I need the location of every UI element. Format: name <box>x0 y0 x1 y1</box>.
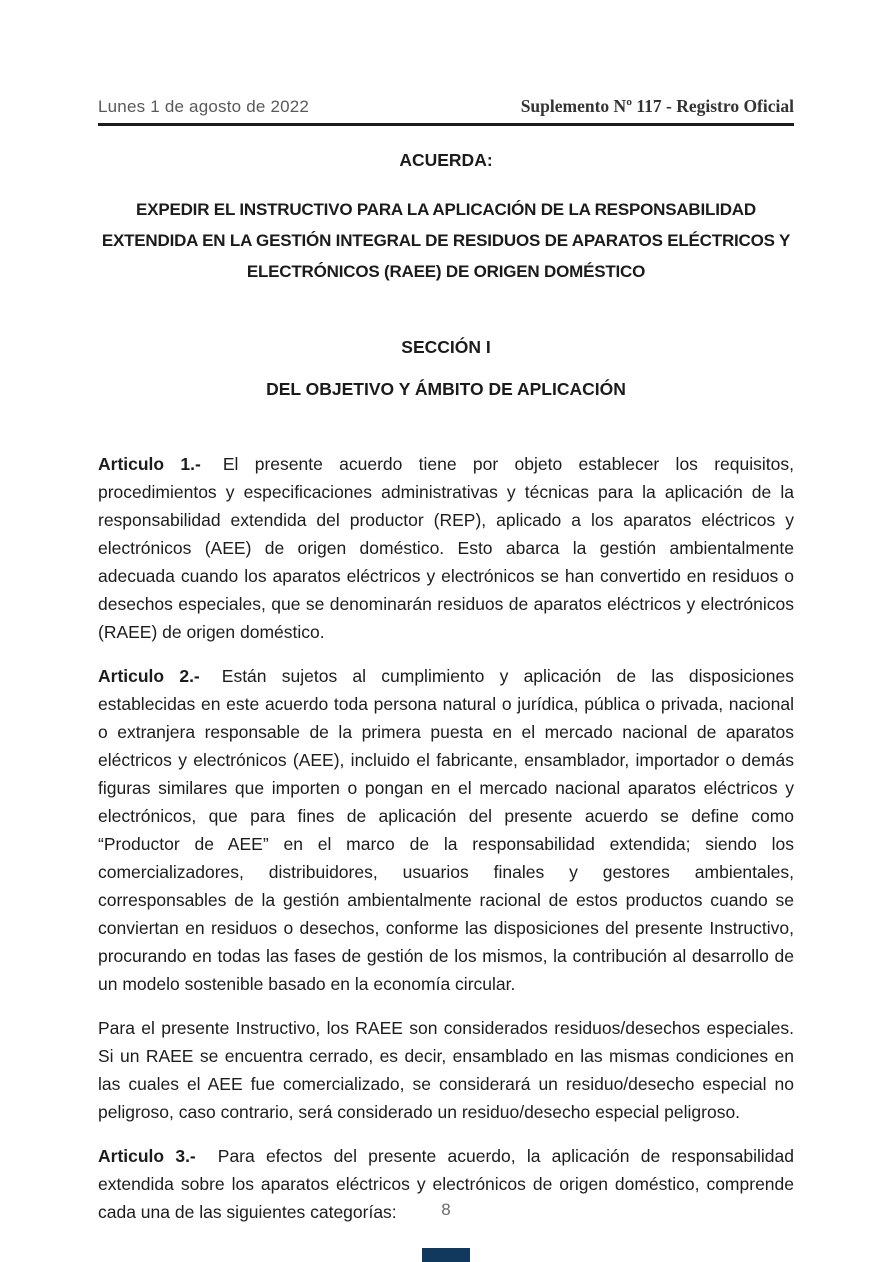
acuerda-heading: ACUERDA: <box>399 150 493 170</box>
page-content <box>0 96 892 1226</box>
running-header <box>98 96 794 126</box>
section-heading: SECCIÓN I <box>401 337 491 357</box>
article-2-text: Están sujetos al cumplimiento y aplicación de las disposiciones establecidas en este acuerdo toda persona natural o jurídica, pública o privada, nacional o extranjera responsable de la primera puesta en el mercado nacional de aparatos eléctricos y electrónicos (AEE), incluido el fabricante, ensamblador, importador o demás figuras similares que importen o pongan en el mercado nacional aparatos eléctricos y electrónicos, que para fines de aplicación del presente acuerdo se define como “Productor de AEE” en el marco de la responsabilidad extendida; siendo los comercializadores, distribuidores, usuarios finales y gestores ambientales, corresponsables de la gestión ambientalmente racional de estos productos cuando se conviertan en residuos o desechos, conforme las disposiciones del presente Instructivo, procurando en todas las fases de gestión de los mismos, la contribución al desarrollo de un modelo sostenible basado en la economía circular. <box>98 666 794 994</box>
article-1-label: Articulo 1.- <box>98 454 201 474</box>
document-title: EXPEDIR EL INSTRUCTIVO PARA LA APLICACIÓN DE LA RESPONSABILIDAD EXTENDIDA EN LA GESTIÓN INTEGRAL DE RESIDUOS DE APARATOS ELÉCTRICOS Y ELECTRÓNICOS (RAEE) DE ORIGEN DOMÉSTICO <box>101 200 791 281</box>
raee-note-paragraph <box>98 1014 794 1126</box>
section-subheading: DEL OBJETIVO Y ÁMBITO DE APLICACIÓN <box>266 379 626 399</box>
body-block <box>98 450 794 1226</box>
header-date: Lunes 1 de agosto de 2022 <box>98 97 310 116</box>
raee-note-text: Para el presente Instructivo, los RAEE son considerados residuos/desechos especiales. Si un RAEE se encuentra cerrado, es decir, ensamblado en las mismas condiciones en las cuales el AEE fue comercializado, se considerará un residuo/desecho especial no peligroso, caso contrario, será considerado un residuo/desecho especial peligroso. <box>98 1018 794 1122</box>
page-number: 8 <box>441 1200 451 1219</box>
article-3-text: Para efectos del presente acuerdo, la aplicación de responsabilidad extendida sobre los aparatos eléctricos y electrónicos de origen doméstico, comprende cada una de las siguientes categorías: <box>98 1146 794 1222</box>
article-2-label: Articulo 2.- <box>98 666 200 686</box>
header-edition: Suplemento Nº 117 - Registro Oficial <box>520 96 794 116</box>
article-1-paragraph <box>98 450 794 646</box>
article-2-paragraph <box>98 662 794 998</box>
article-3-label: Articulo 3.- <box>98 1146 196 1166</box>
footer-accent-bar <box>422 1248 470 1262</box>
article-1-text: El presente acuerdo tiene por objeto establecer los requisitos, procedimientos y especificaciones administrativas y técnicas para la aplicación de la responsabilidad extendida del productor (REP), aplicado a los aparatos eléctricos y electrónicos (AEE) de origen doméstico. Esto abarca la gestión ambientalmente adecuada cuando los aparatos eléctricos y electrónicos se han convertido en residuos o desechos especiales, que se denominarán residuos de aparatos eléctricos y electrónicos (RAEE) de origen doméstico. <box>98 454 794 642</box>
